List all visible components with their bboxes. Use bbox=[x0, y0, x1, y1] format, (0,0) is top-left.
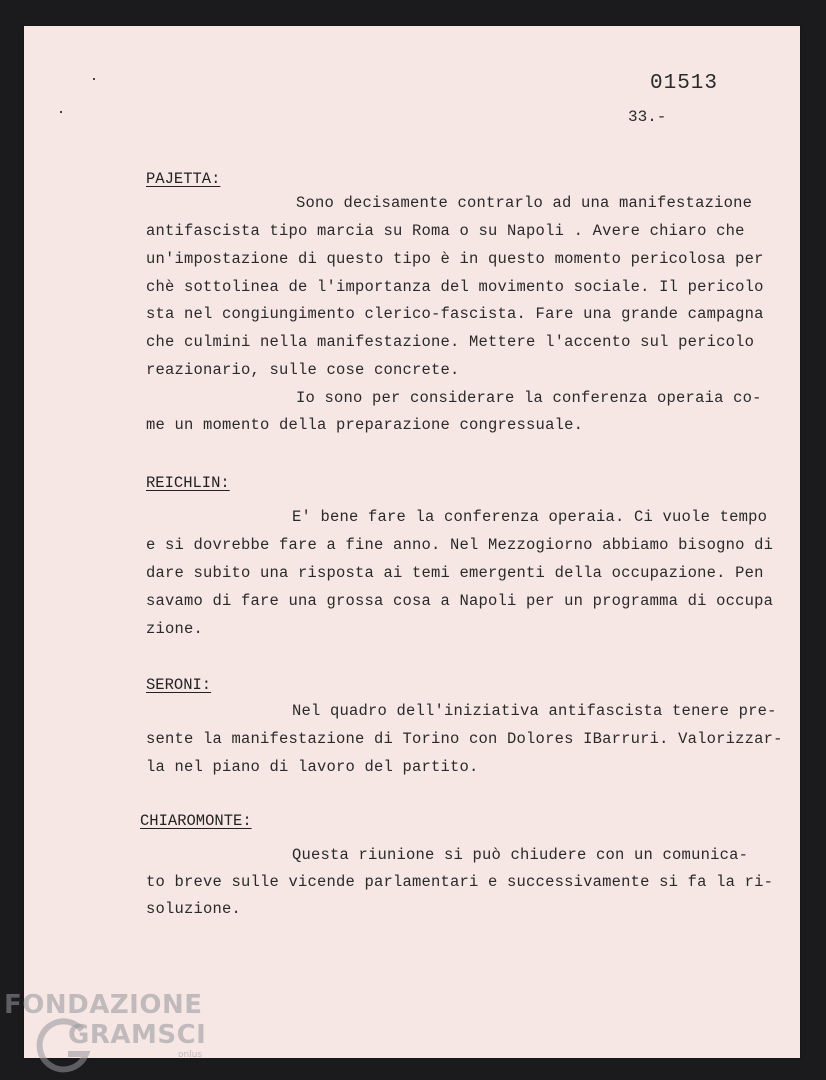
page-number: 33.- bbox=[628, 108, 667, 126]
text-line: la nel piano di lavoro del partito. bbox=[146, 758, 479, 776]
watermark-fondazione: FONDAZIONE bbox=[4, 990, 203, 1020]
text-line: dare subito una risposta ai temi emergenti della occupazione. Pen bbox=[146, 564, 764, 582]
text-line: savamo di fare una grossa cosa a Napoli per un programma di occupa bbox=[146, 592, 774, 610]
document-number: 01513 bbox=[650, 72, 719, 95]
watermark-onlus: onlus bbox=[178, 1050, 203, 1060]
text-line: E' bene fare la conferenza operaia. Ci vuole tempo bbox=[292, 508, 768, 526]
speaker-chiaromonte: CHIAROMONTE: bbox=[140, 812, 252, 830]
text-line: Questa riunione si può chiudere con un comunica- bbox=[292, 846, 749, 864]
speaker-pajetta: PAJETTA: bbox=[146, 170, 221, 188]
text-line: soluzione. bbox=[146, 900, 242, 918]
text-line: zione. bbox=[146, 620, 204, 638]
text-line: e si dovrebbe fare a fine anno. Nel Mezzogiorno abbiamo bisogno di bbox=[146, 536, 774, 554]
text-line: antifascista tipo marcia su Roma o su Napoli . Avere chiaro che bbox=[146, 222, 745, 240]
text-line: me un momento della preparazione congressuale. bbox=[146, 416, 584, 434]
text-line: chè sottolinea de l'importanza del movimento sociale. Il pericolo bbox=[146, 278, 764, 296]
text-line: sta nel congiungimento clerico-fascista. Fare una grande campagna bbox=[146, 305, 764, 323]
text-line: che culmini nella manifestazione. Mettere l'accento sul pericolo bbox=[146, 333, 755, 351]
paper-speck bbox=[60, 111, 62, 113]
watermark-gramsci: GRAMSCI bbox=[68, 1020, 207, 1050]
paper-speck bbox=[93, 78, 95, 80]
text-line: reazionario, sulle cose concrete. bbox=[146, 361, 460, 379]
text-line: Nel quadro dell'iniziativa antifascista tenere pre- bbox=[292, 702, 777, 720]
text-line: Sono decisamente contrarlo ad una manifestazione bbox=[296, 194, 753, 212]
speaker-reichlin: REICHLIN: bbox=[146, 474, 230, 492]
text-line: Io sono per considerare la conferenza operaia co- bbox=[296, 389, 762, 407]
speaker-seroni: SERONI: bbox=[146, 676, 212, 694]
text-line: un'impostazione di questo tipo è in questo momento pericolosa per bbox=[146, 250, 764, 268]
text-line: sente la manifestazione di Torino con Dolores IBarruri. Valorizzar- bbox=[146, 730, 783, 748]
text-line: to breve sulle vicende parlamentari e successivamente si fa la ri- bbox=[146, 873, 774, 891]
